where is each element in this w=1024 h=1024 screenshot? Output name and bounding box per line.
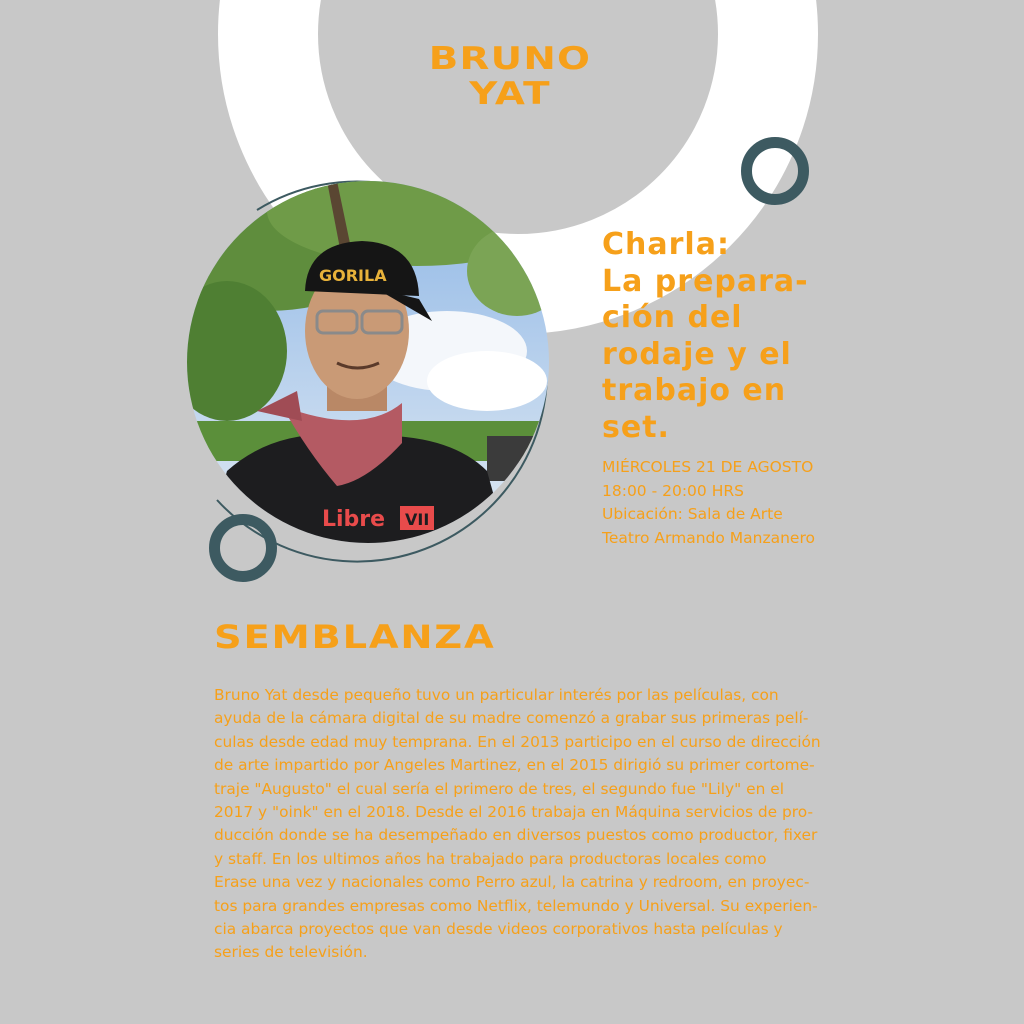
bio-line: Erase una vez y nacionales como Perro azul, la catrina y redroom, en proyec- <box>214 873 810 892</box>
talk-title-line: ción del <box>602 300 743 335</box>
bio-line: Bruno Yat desde pequeño tuvo un particular interés por las películas, con <box>214 686 779 704</box>
bio-line: de arte impartido por Angeles Martinez, en el 2015 dirigió su primer cortome- <box>214 756 815 775</box>
bio-line: culas desde edad muy temprana. En el 2013 participo en el curso de dirección <box>214 732 821 751</box>
speaker-name-line2: YAT <box>469 76 551 112</box>
speaker-photo <box>187 181 549 543</box>
bio-line: ayuda de la cámara digital de su madre comenzó a grabar sus primeras pelí- <box>214 709 809 728</box>
talk-title-line: set. <box>602 409 670 445</box>
semblanza-body <box>214 684 826 965</box>
decorative-teal-ring-top <box>741 137 809 205</box>
bio-line: cia abarca proyectos que van desde videos corporativos hasta películas y <box>214 920 783 939</box>
bio-line: tos para grandes empresas como Netflix, telemundo y Universal. Su experien- <box>214 896 818 915</box>
talk-title <box>602 227 902 446</box>
event-date: MIÉRCOLES 21 DE AGOSTO <box>602 458 814 476</box>
talk-title-line: La prepara- <box>602 263 809 299</box>
talk-title-line: Charla: <box>602 227 730 262</box>
speaker-name <box>348 42 673 112</box>
cap-text: GORILA <box>319 266 387 285</box>
bio-line: series de televisión. <box>214 943 368 962</box>
event-location-line2: Teatro Armando Manzanero <box>602 528 815 547</box>
bio-line: y staff. En los ultimos años ha trabajado para productoras locales como <box>214 849 767 868</box>
bio-line: 2017 y "oink" en el 2018. Desde el 2016 trabaja en Máquina servicios de pro- <box>214 803 814 822</box>
speaker-name-line1: BRUNO <box>428 41 592 77</box>
shirt-badge: VII <box>405 510 430 529</box>
talk-title-line: rodaje y el <box>602 336 792 372</box>
bio-line: ducción donde se ha desempeñado en diversos puestos como productor, fixer <box>214 826 818 845</box>
talk-title-line: trabajo en <box>602 373 787 408</box>
semblanza-heading: SEMBLANZA <box>214 618 496 656</box>
shirt-text: Libre <box>322 507 386 532</box>
event-location-line1: Ubicación: Sala de Arte <box>602 505 783 523</box>
event-details <box>602 456 932 550</box>
bio-line: traje "Augusto" el cual sería el primero de tres, el segundo fue "Lily" en el <box>214 779 784 798</box>
event-time: 18:00 - 20:00 HRS <box>602 481 744 500</box>
